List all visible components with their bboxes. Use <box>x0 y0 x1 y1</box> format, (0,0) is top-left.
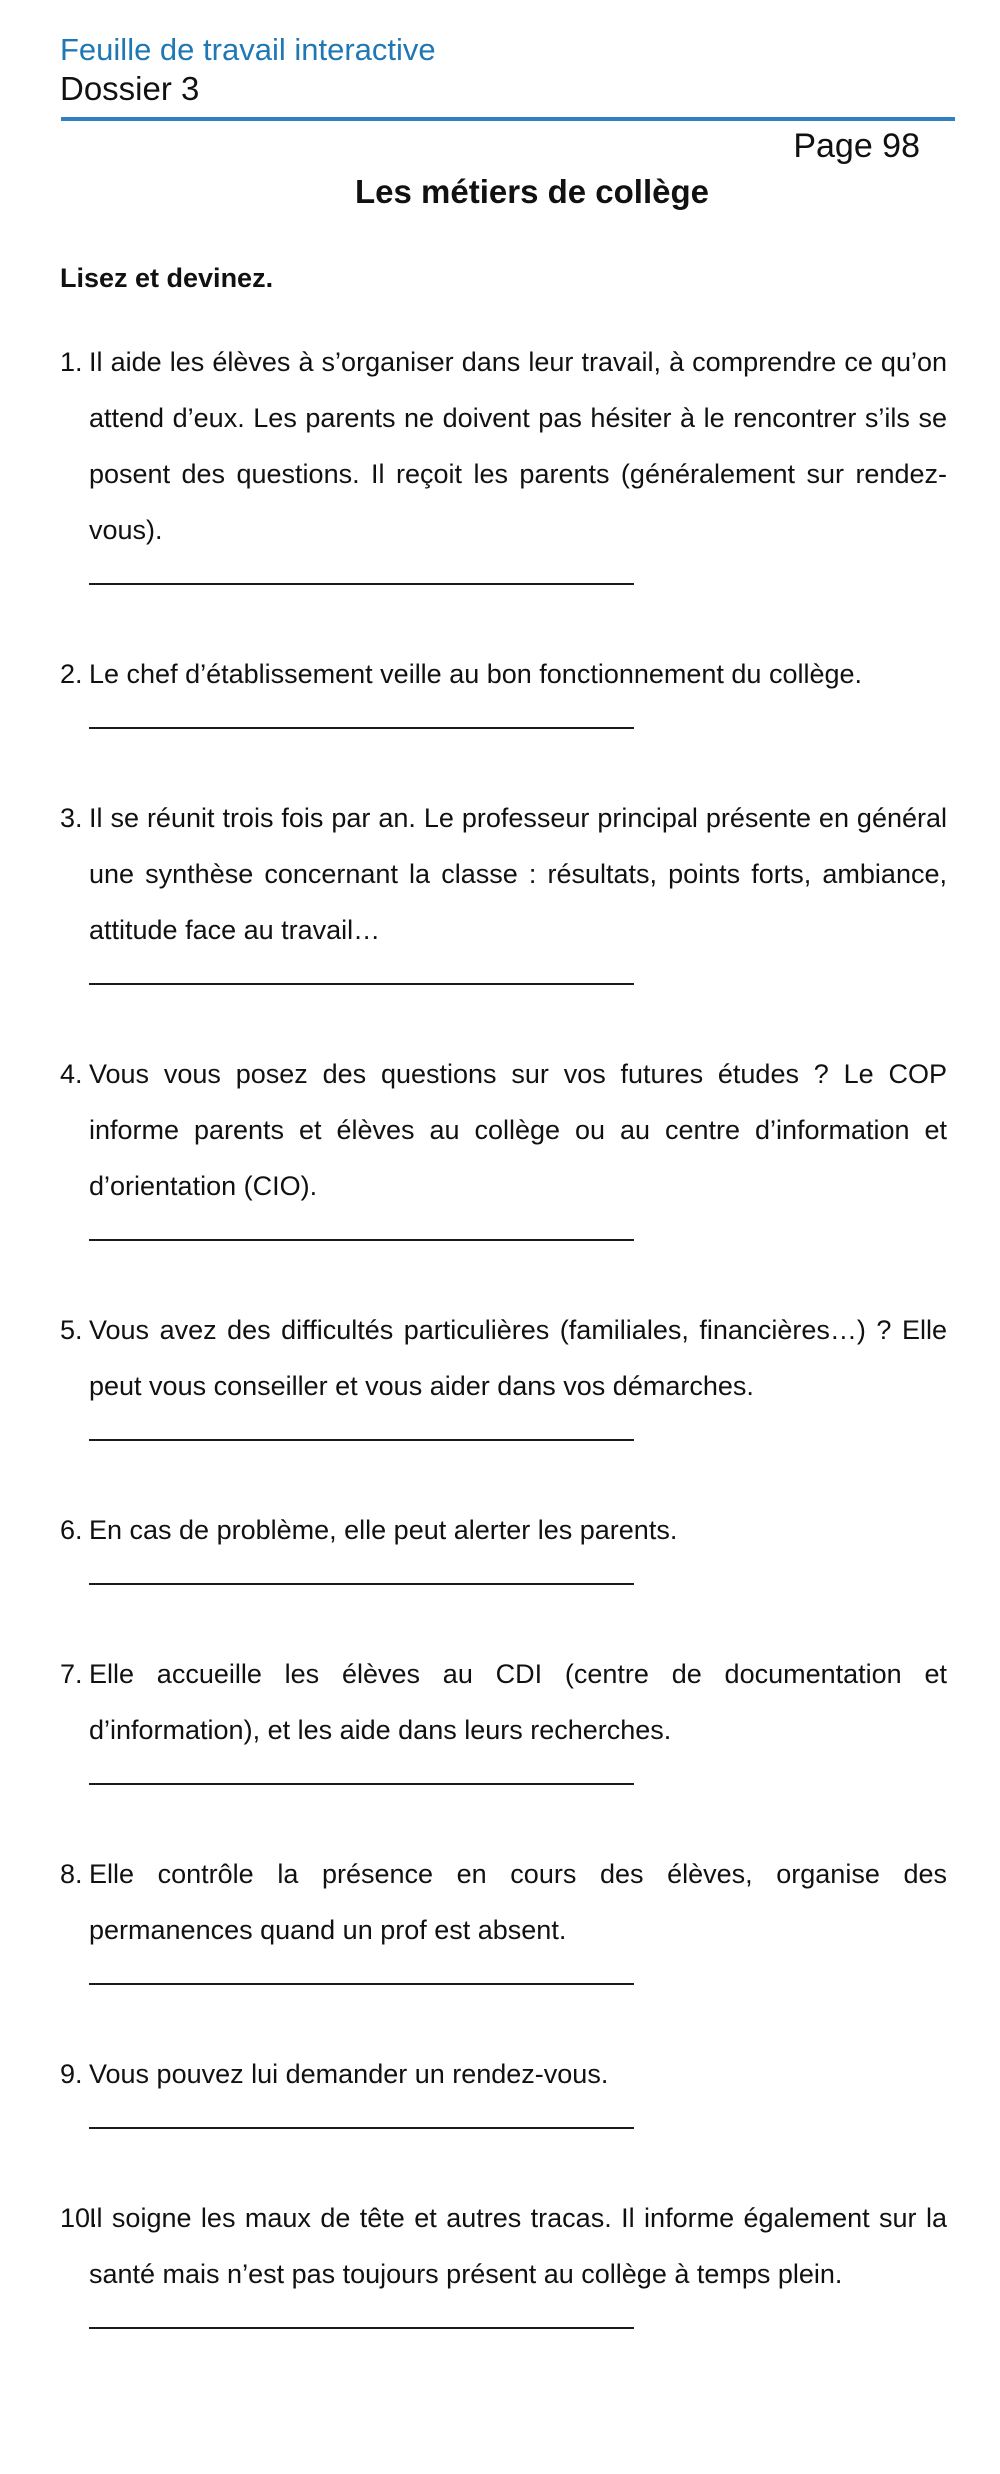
question-item <box>60 2046 947 2129</box>
question-number: 9. <box>60 2059 83 2089</box>
answer-line[interactable] <box>89 1439 634 1441</box>
question-item <box>60 334 947 585</box>
question-text: Elle contrôle la présence en cours des élèves, organise des permanences quand un prof est absent. <box>89 1859 947 1945</box>
worksheet-brand: Feuille de travail interactive <box>60 32 436 67</box>
question-number: 5. <box>60 1315 83 1345</box>
question-text: Vous vous posez des questions sur vos futures études ? Le COP informe parents et élèves au collège ou au centre d’information et d’orientation (CIO). <box>89 1059 947 1201</box>
answer-line[interactable] <box>89 1583 634 1585</box>
question-text: Le chef d’établissement veille au bon fonctionnement du collège. <box>89 659 863 689</box>
question-number: 1. <box>60 347 83 377</box>
question-item <box>60 1046 947 1241</box>
worksheet-header <box>60 30 955 108</box>
question-number: 10. <box>60 2203 98 2233</box>
question-item <box>60 2190 947 2329</box>
question-text: En cas de problème, elle peut alerter les parents. <box>89 1515 678 1545</box>
question-item <box>60 1646 947 1785</box>
question-number: 6. <box>60 1515 83 1545</box>
instruction-text: Lisez et devinez. <box>60 263 274 293</box>
header-divider <box>61 117 955 121</box>
question-text: Vous pouvez lui demander un rendez-vous. <box>89 2059 609 2089</box>
answer-line[interactable] <box>89 727 634 729</box>
question-item <box>60 790 947 985</box>
answer-line[interactable] <box>89 583 634 585</box>
question-item <box>60 1302 947 1441</box>
question-list <box>60 334 947 2329</box>
question-text: Il soigne les maux de tête et autres tracas. Il informe également sur la santé mais n’est pas toujours présent au collège à temps plein. <box>89 2203 947 2289</box>
question-text: Il aide les élèves à s’organiser dans leur travail, à comprendre ce qu’on attend d’eux. Les parents ne doivent pas hésiter à le rencontrer s’ils se posent des questions. Il reçoit les parents (généralement sur rendez-vous). <box>89 347 947 545</box>
page-number: Page 98 <box>793 127 920 165</box>
question-number: 4. <box>60 1059 83 1089</box>
dossier-title: Dossier 3 <box>60 70 200 107</box>
question-item <box>60 646 947 729</box>
answer-line[interactable] <box>89 983 634 985</box>
question-number: 8. <box>60 1859 83 1889</box>
question-item <box>60 1846 947 1985</box>
question-text: Il se réunit trois fois par an. Le professeur principal présente en général une synthèse concernant la classe : résultats, points forts, ambiance, attitude face au travail… <box>89 803 947 945</box>
answer-line[interactable] <box>89 2327 634 2329</box>
answer-line[interactable] <box>89 1983 634 1985</box>
question-number: 3. <box>60 803 83 833</box>
question-text: Vous avez des difficultés particulières (familiales, financières…) ? Elle peut vous conseiller et vous aider dans vos démarches. <box>89 1315 947 1401</box>
question-number: 2. <box>60 659 83 689</box>
question-number: 7. <box>60 1659 83 1689</box>
page-title: Les métiers de collège <box>355 173 709 210</box>
answer-line[interactable] <box>89 1239 634 1241</box>
question-item <box>60 1502 947 1585</box>
question-text: Elle accueille les élèves au CDI (centre de documentation et d’information), et les aide dans leurs recherches. <box>89 1659 947 1745</box>
answer-line[interactable] <box>89 1783 634 1785</box>
answer-line[interactable] <box>89 2127 634 2129</box>
